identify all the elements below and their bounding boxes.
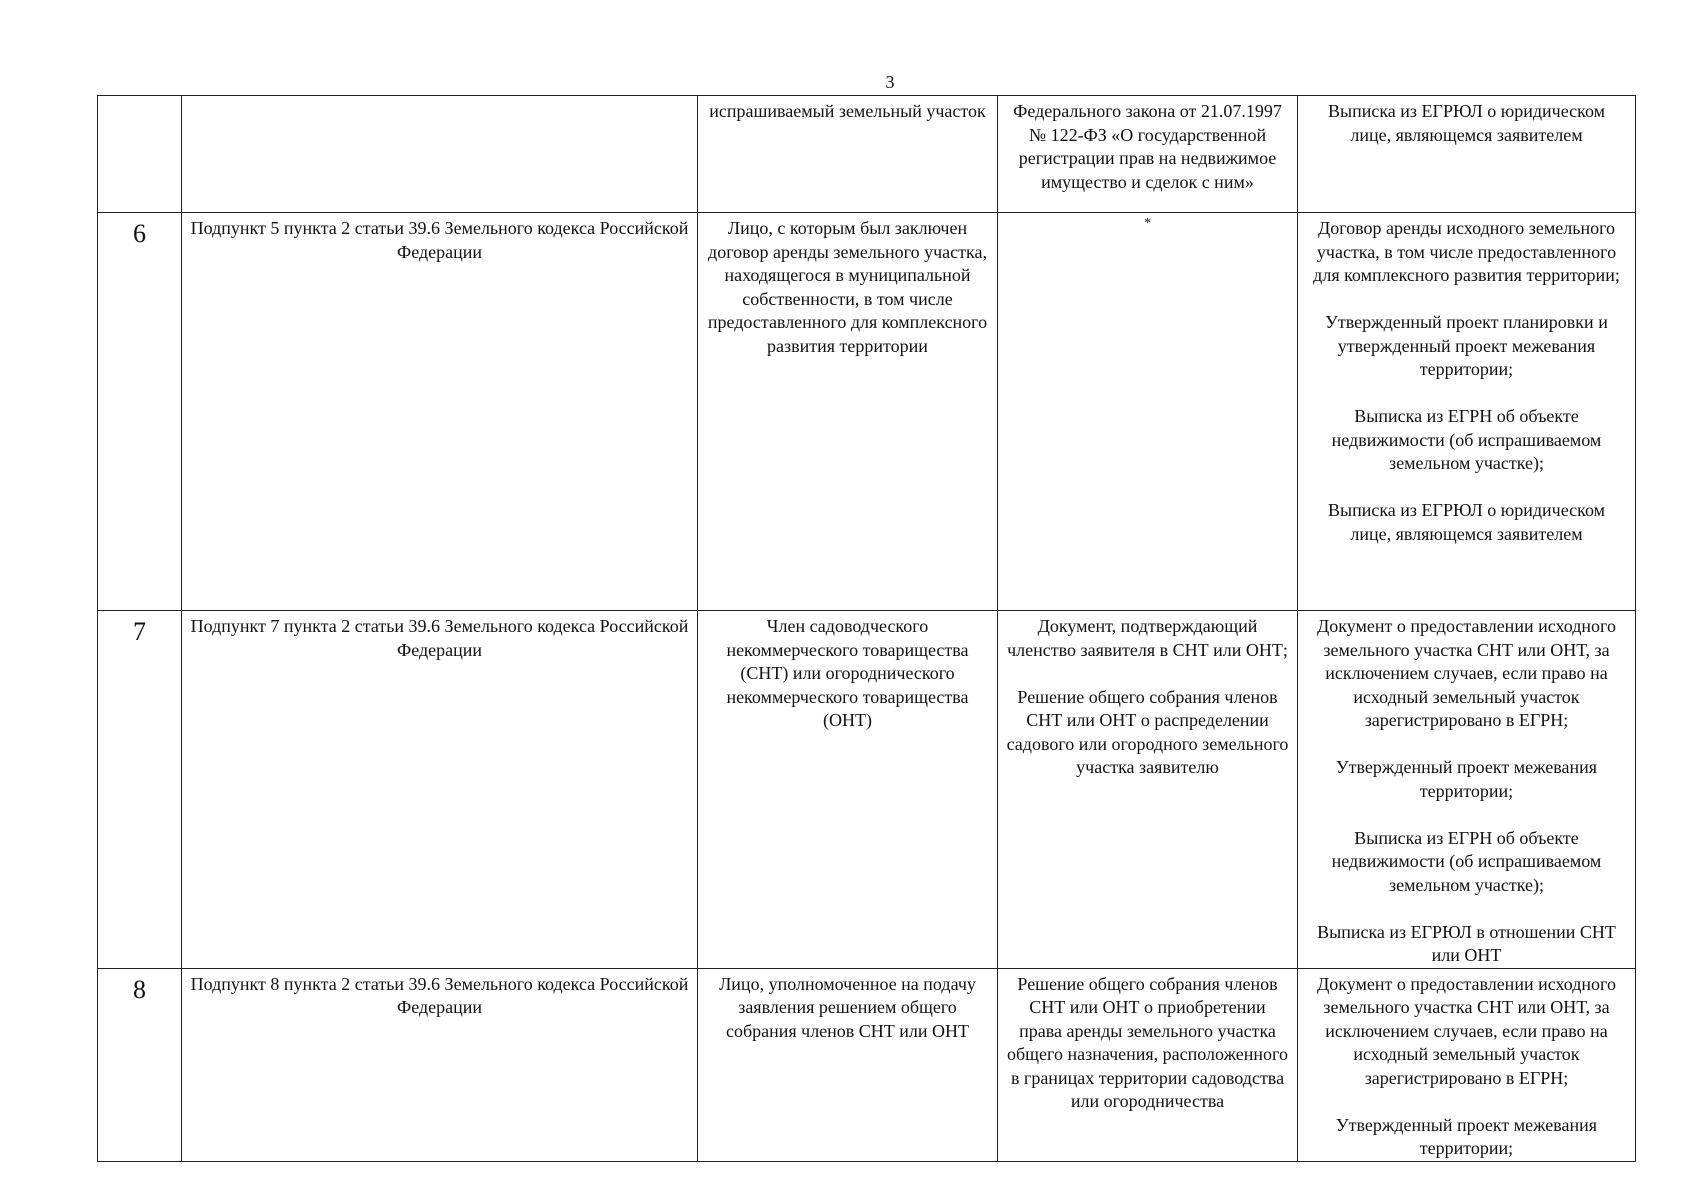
document-paragraph: Федерального закона от 21.07.1997 № 122-ФЗ «О государственной регистрации прав на недвижимое имущество и сделок с ним» (1013, 101, 1282, 192)
document-paragraph: Утвержденный проект межевания территории; (1335, 1114, 1598, 1158)
document-paragraph: Договор аренды исходного земельного участка, в том числе предоставленного для комплексного развития территории; (1313, 218, 1620, 285)
legal-basis-cell: Подпункт 5 пункта 2 статьи 39.6 Земельного кодекса Российской Федерации (182, 213, 698, 611)
table-row-continuation (98, 96, 1636, 213)
applicant-cell: Лицо, уполномоченное на подачу заявления решением общего собрания членов СНТ или ОНТ (698, 968, 998, 1161)
legal-basis-cell: Подпункт 8 пункта 2 статьи 39.6 Земельного кодекса Российской Федерации (182, 968, 698, 1161)
other-docs-cell (1298, 96, 1636, 213)
row-number-cell (98, 96, 182, 213)
applicant-cell: испрашиваемый земельный участок (698, 96, 998, 213)
document-paragraph: Выписка из ЕГРЮЛ о юридическом лице, являющемся заявителем (1327, 101, 1605, 145)
document-paragraph: Решение общего собрания членов СНТ или ОНТ о распределении садового или огородного земельного участка заявителю (1006, 686, 1289, 777)
row-number-cell: 7 (98, 611, 182, 969)
page-number: 3 (885, 72, 895, 92)
confirming-docs-cell (998, 96, 1298, 213)
row-number-cell: 6 (98, 213, 182, 611)
confirming-docs-cell (998, 968, 1298, 1161)
legal-basis-cell: Подпункт 7 пункта 2 статьи 39.6 Земельного кодекса Российской Федерации (182, 611, 698, 969)
other-docs-cell (1298, 213, 1636, 611)
document-paragraph: Выписка из ЕГРЮЛ в отношении СНТ или ОНТ (1317, 921, 1616, 965)
applicant-cell: Член садоводческого некоммерческого товарищества (СНТ) или огороднического некоммерческого товарищества (ОНТ) (698, 611, 998, 969)
other-docs-cell (1298, 611, 1636, 969)
document-paragraph: Документ, подтверждающий членство заявителя в СНТ или ОНТ; (1007, 616, 1288, 660)
document-paragraph: Выписка из ЕГРЮЛ о юридическом лице, являющемся заявителем (1327, 500, 1605, 544)
other-docs-cell (1298, 968, 1636, 1161)
row-number-cell: 8 (98, 968, 182, 1161)
documents-table (97, 95, 1636, 1162)
document-paragraph: Решение общего собрания членов СНТ или ОНТ о приобретении права аренды земельного участка общего назначения, расположенного в границах территории садоводства или огородничества (1007, 973, 1288, 1111)
document-paragraph: Утвержденный проект межевания территории; (1335, 757, 1598, 801)
table-row-6 (98, 213, 1636, 611)
applicant-cell: Лицо, с которым был заключен договор аренды земельного участка, находящегося в муниципальной собственности, в том числе предоставленного для комплексного развития территории (698, 213, 998, 611)
document-paragraph: Документ о предоставлении исходного земельного участка СНТ или ОНТ, за исключением случаев, если право на исходный земельный участок зарегистрировано в ЕГРН; (1316, 616, 1616, 730)
document-paragraph: Выписка из ЕГРН об объекте недвижимости (об испрашиваемом земельном участке); (1331, 406, 1602, 473)
asterisk-mark: * (1144, 216, 1151, 231)
confirming-docs-cell (998, 611, 1298, 969)
document-paragraph: Утвержденный проект планировки и утвержденный проект межевания территории; (1325, 312, 1608, 379)
legal-basis-cell (182, 96, 698, 213)
document-paragraph: Выписка из ЕГРН об объекте недвижимости (об испрашиваемом земельном участке); (1331, 827, 1602, 895)
document-paragraph: Документ о предоставлении исходного земельного участка СНТ или ОНТ, за исключением случаев, если право на исходный земельный участок зарегистрировано в ЕГРН; (1316, 973, 1616, 1088)
confirming-docs-cell (998, 213, 1298, 611)
table-row-8 (98, 968, 1636, 1161)
table-row-7 (98, 611, 1636, 969)
